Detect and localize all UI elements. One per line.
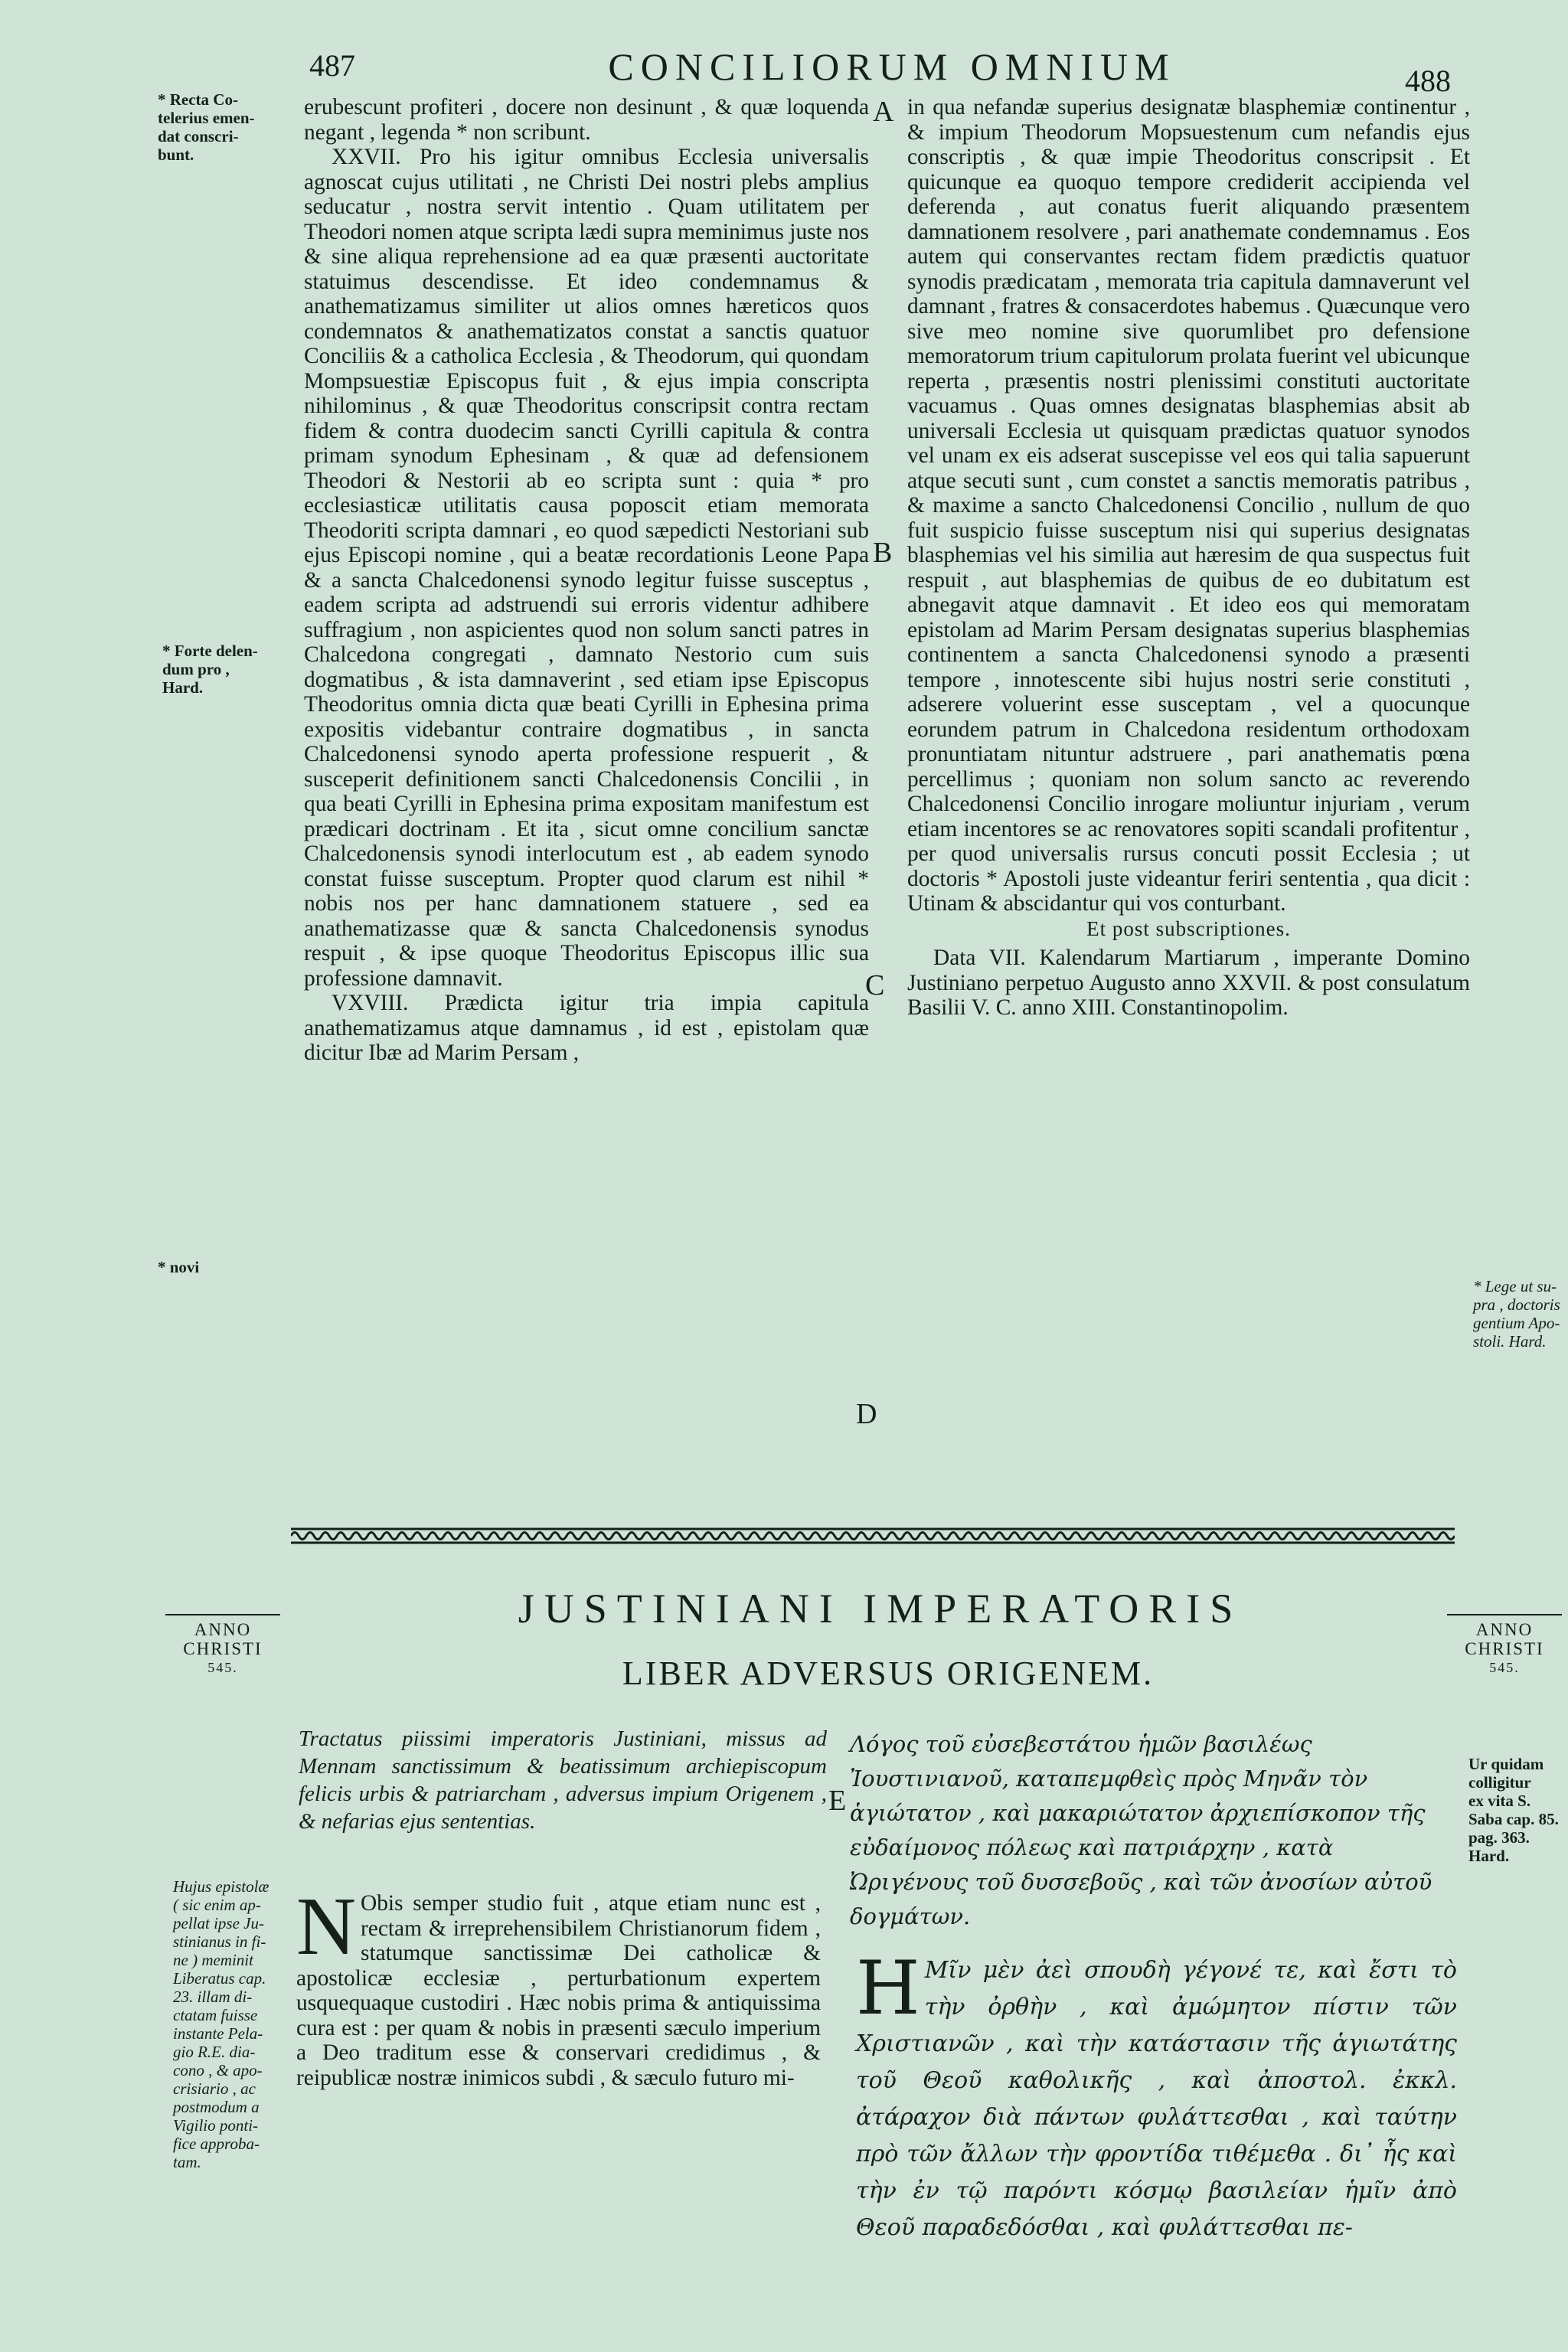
side-note-ut-quidam: Ur quidam colligitur ex vita S. Saba cap. 85. pag. 363. Hard.: [1468, 1755, 1559, 1865]
margin-letter-e: E: [828, 1785, 847, 1817]
side-note-lege-ut: * Lege ut su- pra , doctoris gentium Apo- stoli. Hard.: [1473, 1277, 1560, 1351]
paragraph-continuation-right: in qua nefandæ superius designatæ blasphemiæ continentur , & impium Theodorum Mopsuestenum cum nefandis ejus conscriptis , & quæ impie Theodoritus conscripsit . Et quicunque ea quoquo tempore crediderit accipienda vel deferenda , aut conatus fuerit aliquando præsentem damnationem resolvere , pari anathemate condemnamus . Eos autem qui conservantes rectam fidem prædictis quatuor synodis prædicatam , memorata tria capitula damnaverunt vel damnant , fratres & consacerdotes habemus . Quæcunque vero sive meo nomine sive quorumlibet pro defensione memoratorum trium capitulorum prolata fuerint vel ubicunque reperta , præsentis nostri plenissimi constituti auctoritate vacuamus . Quas omnes designatas blasphemias absit ab universali Ecclesia ut quisquam prædictas quatuor synodos vel unam ex eis adserat suscepisse vel eos qui talia sapuerunt atque secuti sunt , cum constet a sanctis memoratis patribus , & maxime a sancto Chalcedonensi Concilio , nullum de quo fuit suspicio fuisse susceptum nisi qui superius designatas blasphemias vel his similia aut hæresim de qua suspectus fuit respuit , aut blasphemias de quibus de eo dubitatum est abnegavit atque damnavit . Et ideo eos qui memoratam epistolam ad Marim Persam designatas superius blasphemias continentem a sancta Chalcedonensi synodo a præsenti tempore , innotescente sibi hujus nostri serie constituti , adserere voluerint esse susceptam , vel a quocunque eorundem patrum in Chalcedona residentum orthodoxam pronuntiatam nituntur adstruere , pari anathematis pœna percellimus ; quoniam non solum sancto ac reverendo Chalcedonensi Concilio inrogare moliuntur injuriam , verum etiam incentores se ac renovatores sopiti scandali profitentur , per quod universalis rursus concuti possit Ecclesia ; ut doctoris * Apostoli juste videantur feriri sententia , qua dicit : Utinam & abscidantur qui vos conturbant.: [907, 95, 1470, 916]
anno-right-line-2: CHRISTI: [1465, 1639, 1544, 1658]
greek-body: Μῖν μὲν ἀεὶ σπουδὴ γέγονέ τε, καὶ ἔστι τὸ τὴν ὀρθὴν , καὶ ἀμώμητον πίστιν τῶν Χριστιανῶν , καὶ τὴν κατάστασιν τῆς ἁγιωτάτης τοῦ Θεοῦ καθολικῆς , καὶ ἀποστολ. ἐκκλ. ἀτάραχον διὰ πάντων φυλάττεσθαι , καὶ ταύτην πρὸ τῶν ἄλλων τὴν φροντίδα τιθέμεθα . δι᾽ ἧς καὶ τὴν ἐν τῷ παρόντι κόσμῳ βασιλείαν ἡμῖν ἀπὸ Θεοῦ παραδεδόσθαι , καὶ φυλάττεσθαι πε-: [856, 1957, 1457, 2241]
drop-cap-latin: N: [296, 1881, 356, 1972]
section-title: JUSTINIANI IMPERATORIS: [518, 1586, 1243, 1632]
drop-cap-greek: Η: [856, 1945, 920, 2031]
anno-christi-right: [1439, 1614, 1568, 1677]
paragraph-continuation: erubescunt profiteri , docere non desinunt , & quæ loquenda negant , legenda * non scribunt.: [304, 95, 869, 145]
side-note-hujus-epistolae: Hujus epistolæ ( sic enim ap- pellat ipse Ju- stinianus in fi- ne ) meminit Liberatus cap. 23. illam di- ctatam fuisse instante Pela- gio R.E. dia- cono , & apo- crisiario , ac postmodum a Vigilio ponti- fice approba- tam.: [173, 1877, 270, 2171]
paragraph-xxviii: VXVIII. Prædicta igitur tria impia capitula anathematizamus atque damnamus , id est , epistolam quæ dicitur Ibæ ad Marim Persam ,: [304, 991, 869, 1065]
right-column-lower: [856, 1945, 1457, 2246]
intro-latin: Tractatus piissimi imperatoris Justiniani, missus ad Mennam sanctissimum & beatissimum archiepiscopum felicis urbis & patriarcham , adversus impium Origenem , & nefarias ejus sententias.: [299, 1726, 827, 1834]
intro-greek: Λόγος τοῦ εὐσεβεστάτου ἡμῶν βασιλέως Ἰουστινιανοῦ, καταπεμφθεὶς πρὸς Μηνᾶν τὸν ἁγιώτατον , καὶ μακαριώτατον ἀρχιεπίσκοπον τῆς εὐδαίμονος πόλεως καὶ πατριάρχην , κατὰ Ὠριγένους τοῦ δυσσεβοῦς , καὶ τῶν ἀνοσίων αὐτοῦ δογμάτων.: [850, 1731, 1432, 1929]
anno-left-line-2: CHRISTI: [183, 1639, 263, 1658]
running-title: CONCILIORUM OMNIUM: [608, 45, 1176, 88]
margin-letter-c: C: [865, 969, 885, 1001]
paragraph-xxvii: XXVII. Pro his igitur omnibus Ecclesia universalis agnoscat cujus utilitati , ne Christi Dei nostri plebs amplius seducatur , nostra servit intentio . Quam utilitatem per Theodori nomen atque scripta lædi supra meminimus juste nos & sine aliqua reprehensione ad ea quæ præsenti auctoritate statuimus descendisse. Et ideo condemnamus & anathematizamus similiter ut alios omnes hæreticos quos condemnatos & anathematizatos constat a sanctis quatuor Conciliis & a catholica Ecclesia , & Theodorum, qui quondam Mompsuestiæ Episcopus fuit , & ejus impia conscripta nihilominus , & quæ Theodoritus conscripsit contra rectam fidem & contra duodecim sancti Cyrilli capitula & contra primam synodum Ephesinam , & quæ ad defensionem Theodori & Nestorii ab eo scripta sunt : quia * pro ecclesiasticæ utilitatis causa poposcit etiam memorata Theodoriti scripta damnari , eo quod sæpedicti Nestoriani sub ejus Episcopi nomine , qui a beatæ recordationis Leone Papa & a sancta Chalcedonensi synodo legitur fuisse susceptus , eadem scripta ad adstruendi sui erroris videntur adhibere suffragium , non aspicientes quod non solum sancti patres in Chalcedona congregati , damnato Nestorio cum suis dogmatibus , & ista damnaverint , sed etiam ipse Episcopus Theodoritus omnia dicta quæ beati Cyrilli in Ephesina prima expositis videbantur contraire dogmatibus , in sancta Chalcedonensi synodo aperta professione respuerit , & susceperit definitionem sancti Chalcedonensis Concilii , in qua beati Cyrilli in Ephesina prima expositam manifestum est prædicari doctrinam . Et ita , sicut omne concilium sanctæ Chalcedonensis synodi interlocutum est , ab eadem synodo constat fuisse susceptum. Propter quod clarum est nihil * nobis nos per hanc damnationem statuere , sed ea anathematizasse quæ & sancta Chalcedonensis synodus respuit , & ipse quoque Theodoritus Episcopus illic sua professione damnavit.: [304, 145, 869, 991]
latin-body: Obis semper studio fuit , atque etiam nunc est , rectam & irreprehensibilem Christianorum fidem , statumque sanctissimæ Dei catholicæ & apostolicæ ecclesiæ , perturbationum expertem usquequaque custodiri . Hæc nobis prima & antiquissima cura est : per quam & nobis in præsenti sæculo imperium a Deo traditum esse & conservari credidimus , & reipublicæ nostræ inimicos subdi , & sæculo futuro mi-: [296, 1891, 821, 2090]
ornamental-rule: [291, 1526, 1455, 1546]
anno-christi-left: [158, 1614, 288, 1677]
margin-letter-b: B: [873, 537, 893, 569]
section-subtitle: LIBER ADVERSUS ORIGENEM.: [622, 1655, 1155, 1692]
left-page-number: 487: [309, 48, 355, 83]
anno-right-year: 545.: [1489, 1660, 1520, 1675]
left-column-upper: [304, 95, 869, 1066]
right-column-upper: [907, 95, 1470, 1021]
anno-left-line-1: ANNO: [194, 1620, 252, 1639]
margin-letter-a: A: [873, 96, 894, 128]
anno-left-year: 545.: [207, 1660, 238, 1675]
post-subscriptiones: Et post subscriptiones.: [1086, 916, 1291, 940]
left-column-lower: [296, 1881, 821, 2090]
margin-letter-d: D: [856, 1398, 877, 1430]
side-note-recta-co: * Recta Co- telerius emen- dat conscri- bunt.: [158, 90, 255, 164]
right-page-number: 488: [1405, 64, 1451, 98]
anno-right-line-1: ANNO: [1475, 1620, 1534, 1639]
side-note-forte-delendum: * Forte delen- dum pro , Hard.: [162, 642, 258, 697]
datum-line: Data VII. Kalendarum Martiarum , imperante Domino Justiniano perpetuo Augusto anno XXVII. & post consulatum Basilii V. C. anno XIII. Constantinopolim.: [907, 946, 1470, 1020]
side-note-novi: * novi: [158, 1258, 200, 1276]
